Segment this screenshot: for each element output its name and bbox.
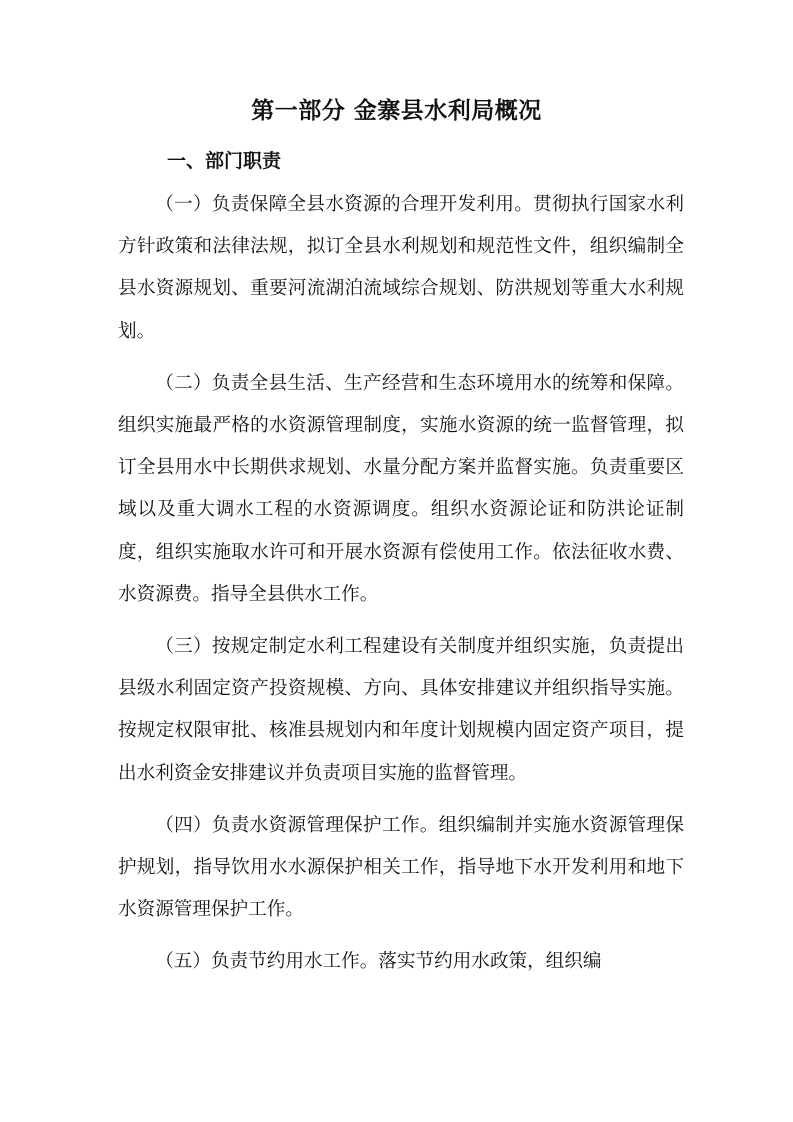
page-title: 第一部分 金寨县水利局概况 <box>251 98 542 124</box>
paragraph-1: （一）负责保障全县水资源的合理开发利用。贯彻执行国家水利方针政策和法律法规，拟订全县水利规划和规范性文件，组织编制全县水资源规划、重要河流湖泊流域综合规划、防洪规划等重大水利规划。 <box>118 194 684 342</box>
paragraph-2: （二）负责全县生活、生产经营和生态环境用水的统筹和保障。组织实施最严格的水资源管理制度，实施水资源的统一监督管理，拟订全县用水中长期供求规划、水量分配方案并监督实施。负责重要区域以及重大调水工程的水资源调度。组织水资源论证和防洪论证制度，组织实施取水许可和开展水资源有偿使用工作。依法征收水费、水资源费。指导全县供水工作。 <box>118 372 684 605</box>
body-text <box>118 184 684 984</box>
paragraph-4: （四）负责水资源管理保护工作。组织编制并实施水资源管理保护规划，指导饮用水水源保护相关工作，指导地下水开发利用和地下水资源管理保护工作。 <box>118 814 684 921</box>
paragraph-3: （三）按规定制定水利工程建设有关制度并组织实施，负责提出县级水利固定资产投资规模、方向、具体安排建议并组织指导实施。按规定权限审批、核准县规划内和年度计划规模内固定资产项目，提出水利资金安排建议并负责项目实施的监督管理。 <box>118 636 684 784</box>
section-heading: 一、部门职责 <box>167 150 282 172</box>
paragraph-5: （五）负责节约用水工作。落实节约用水政策，组织编 <box>155 951 602 973</box>
